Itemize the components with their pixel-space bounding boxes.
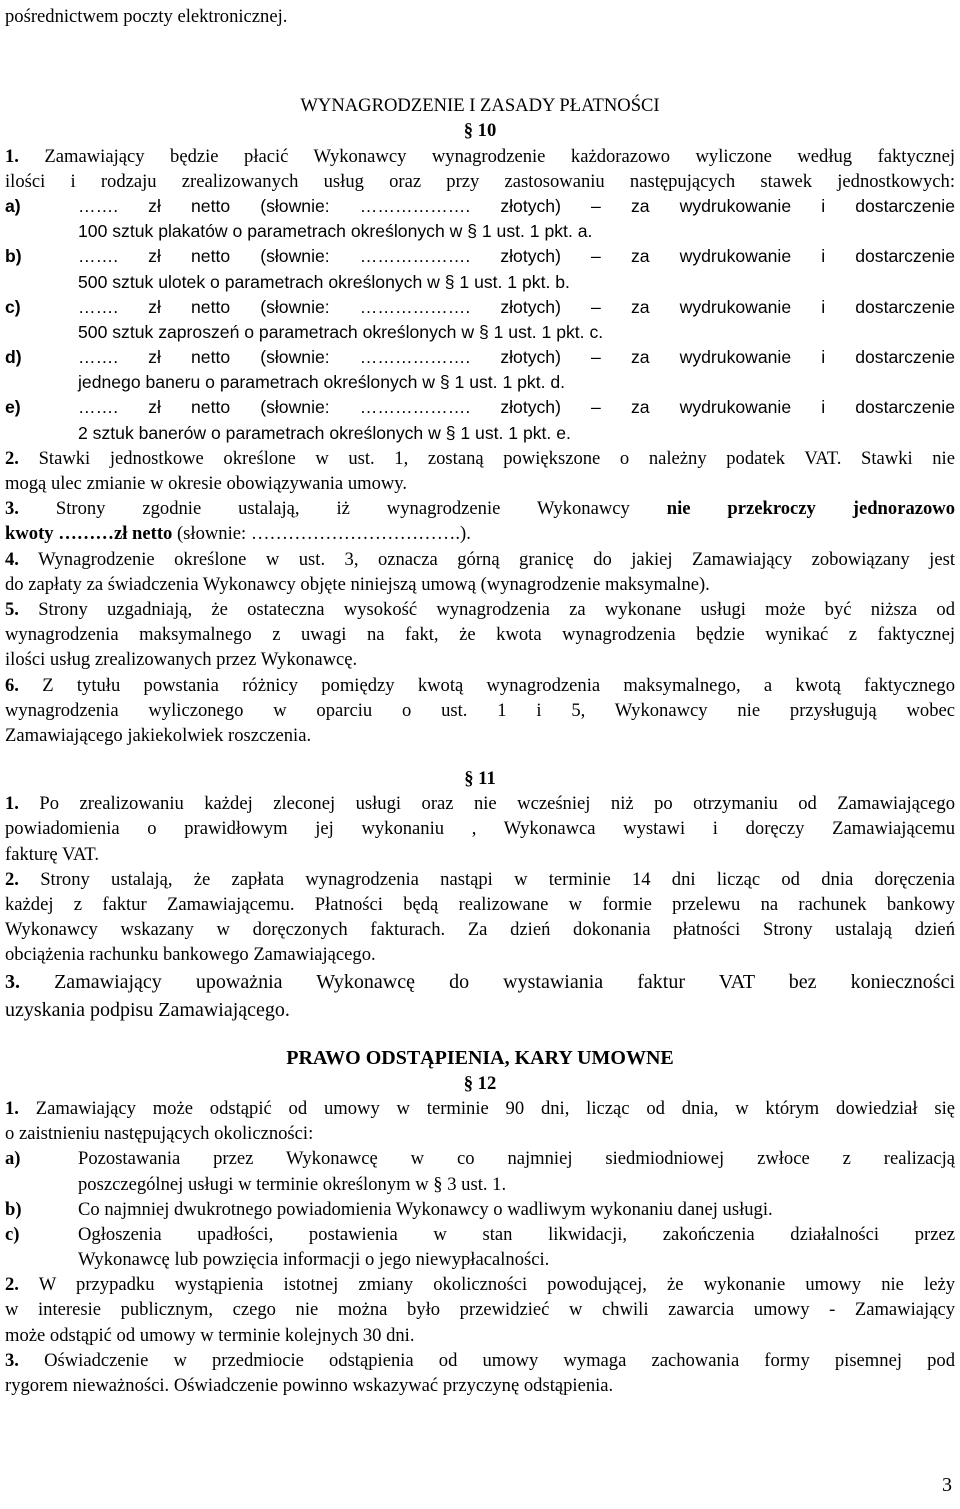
p11-1-line2: powiadomienia o prawidłowym jej wykonaniu , Wykonawca wystawi i doręczy Zamawiającemu [5, 818, 955, 840]
rate-item-d [5, 345, 955, 395]
rate-item-c [5, 295, 955, 345]
document-page [5, 0, 955, 1398]
p10-3-line1: 3. Strony zgodnie ustalają, iż wynagrodzenie Wykonawcy nie przekroczy jednorazowo [5, 498, 955, 520]
circumstance-item-a: a) Pozostawania przez Wykonawcę w co najmniej siedmiodniowej zwłoce z realizacją poszczególnej usługi w terminie określonym w § 3 ust. 1. [5, 1148, 955, 1195]
rate-item-a [5, 194, 955, 244]
p10-1-line1: 1. Zamawiający będzie płacić Wykonawcy wynagrodzenie każdorazowo wyliczone według faktycznej [5, 145, 955, 167]
p10-4-line2: do zapłaty za świadczenia Wykonawcy objęte niniejszą umową (wynagrodzenie maksymalne). [5, 573, 710, 595]
p11-2-line3: Wykonawcy wskazany w doręczonych fakturach. Za dzień dokonania płatności Strony ustalają dzień [5, 919, 955, 941]
paragraph-12-title: § 12 [463, 1072, 497, 1094]
rate-item-b [5, 244, 955, 294]
item-rate-line: ……. zł netto (słownie: ………………. złotych) – za wydrukowanie i dostarczenie [78, 397, 955, 418]
item-rate-line: ……. zł netto (słownie: ………………. złotych) – za wydrukowanie i dostarczenie [78, 246, 955, 267]
circumstance-item-b: b) Co najmniej dwukrotnego powiadomienia Wykonawcy o wadliwym wykonaniu danej usługi. [5, 1197, 955, 1222]
p11-3-line1: 3. Zamawiający upoważnia Wykonawcę do wystawiania faktur VAT bez konieczności [5, 970, 955, 993]
p12-2-line3: może odstąpić od umowy w terminie kolejnych 30 dni. [5, 1324, 415, 1346]
item-label: e) [5, 397, 21, 418]
paragraph-10-title: § 10 [463, 120, 497, 142]
p10-5-line2: wynagrodzenia maksymalnego z uwagi na fakt, że kwota wynagrodzenia będzie wynikać z faktycznej [5, 624, 955, 646]
p10-6-line3: Zamawiającego jakiekolwiek roszczenia. [5, 724, 312, 746]
p11-2-line1: 2. Strony ustalają, że zapłata wynagrodzenia nastąpi w terminie 14 dni licząc od dnia doręczenia [5, 868, 955, 890]
p10-5-line1: 5. Strony uzgadniają, że ostateczna wysokość wynagrodzenia za wykonane usługi może być niższa od [5, 598, 955, 620]
item-label: d) [5, 347, 22, 368]
p11-2-line4: obciążenia rachunku bankowego Zamawiającego. [5, 944, 376, 966]
p10-4-line1: 4. Wynagrodzenie określone w ust. 3, oznacza górną granicę do jakiej Zamawiający zobowiązany jest [5, 548, 955, 570]
p10-2-line1: 2. Stawki jednostkowe określone w ust. 1, zostaną powiększone o należny podatek VAT. Stawki nie [5, 447, 955, 469]
p12-3-line1: 3. Oświadczenie w przedmiocie odstąpienia od umowy wymaga zachowania formy pisemnej pod [5, 1349, 955, 1371]
item-label: c) [5, 296, 21, 317]
page-number: 3 [942, 1474, 952, 1496]
p10-6-line2: wynagrodzenia wyliczonego w oparciu o ust. 1 i 5, Wykonawcy nie przysługują wobec [5, 699, 955, 721]
item-label: b) [5, 246, 22, 267]
p12-2-line1: 2. W przypadku wystąpienia istotnej zmiany okoliczności powodującej, że wykonanie umowy nie leży [5, 1274, 955, 1296]
item-desc: 500 sztuk ulotek o parametrach określonych w § 1 ust. 1 pkt. b. [78, 271, 570, 292]
item-desc: jednego baneru o parametrach określonych w § 1 ust. 1 pkt. d. [78, 372, 566, 393]
p10-1-line2: ilości i rodzaju zrealizowanych usług oraz przy zastosowaniu następujących stawek jednostkowych: [5, 170, 955, 192]
continuation-line: pośrednictwem poczty elektronicznej. [5, 6, 288, 27]
item-desc: 500 sztuk zaproszeń o parametrach określonych w § 1 ust. 1 pkt. c. [78, 321, 604, 342]
circumstance-item-c: c) Ogłoszenia upadłości, postawienia w stan likwidacji, zakończenia działalności przez Wykonawcę lub powzięcia informacji o jego niewypłacalności. [5, 1223, 955, 1271]
p11-2-line2: każdej z faktur Zamawiającemu. Płatności będą realizowane w formie przelewu na rachunek bankowy [5, 894, 955, 915]
item-desc: 100 sztuk plakatów o parametrach określonych w § 1 ust. 1 pkt. a. [78, 221, 593, 242]
item-rate-line: ……. zł netto (słownie: ………………. złotych) – za wydrukowanie i dostarczenie [78, 296, 955, 317]
section-heading-remuneration: WYNAGRODZENIE I ZASADY PŁATNOŚCI [300, 95, 660, 117]
paragraph-11-title: § 11 [464, 768, 496, 790]
p12-1-line2: o zaistnieniu następujących okoliczności: [5, 1123, 314, 1145]
p10-3-line2: kwoty ………zł netto (słownie: …………………………….). [5, 523, 471, 545]
p10-2-line2: mogą ulec zmianie w okresie obowiązywania umowy. [5, 473, 408, 494]
p10-6-line1: 6. Z tytułu powstania różnicy pomiędzy kwotą wynagrodzenia maksymalnego, a kwotą faktycznego [5, 674, 955, 696]
p12-1-line1: 1. Zamawiający może odstąpić od umowy w terminie 90 dni, licząc od dnia, w którym dowiedział się [5, 1097, 955, 1119]
item-label: b) [5, 1198, 22, 1220]
rate-item-e [5, 395, 955, 445]
p12-3-line2: rygorem nieważności. Oświadczenie powinno wskazywać przyczynę odstąpienia. [5, 1375, 614, 1396]
item-label: a) [5, 195, 21, 216]
p11-1-line3: fakturę VAT. [5, 843, 99, 865]
item-label: c) [5, 1223, 20, 1245]
p11-1-line1: 1. Po zrealizowaniu każdej zleconej usługi oraz nie wcześniej niż po otrzymaniu od Zamawiającego [5, 793, 955, 815]
item-label: a) [5, 1148, 21, 1170]
p10-5-line3: ilości usług zrealizowanych przez Wykonawcę. [5, 649, 358, 671]
p11-3-line2: uzyskania podpisu Zamawiającego. [5, 998, 290, 1021]
p12-2-line2: w interesie publicznym, czego nie można było przewidzieć w chwili zawarcia umowy - Zamawiający [5, 1299, 955, 1321]
item-desc: 2 sztuk banerów o parametrach określonych w § 1 ust. 1 pkt. e. [78, 422, 571, 443]
section-heading-withdrawal: PRAWO ODSTĄPIENIA, KARY UMOWNE [286, 1046, 674, 1069]
item-rate-line: ……. zł netto (słownie: ………………. złotych) – za wydrukowanie i dostarczenie [78, 195, 955, 216]
item-rate-line: ……. zł netto (słownie: ………………. złotych) – za wydrukowanie i dostarczenie [78, 347, 955, 368]
